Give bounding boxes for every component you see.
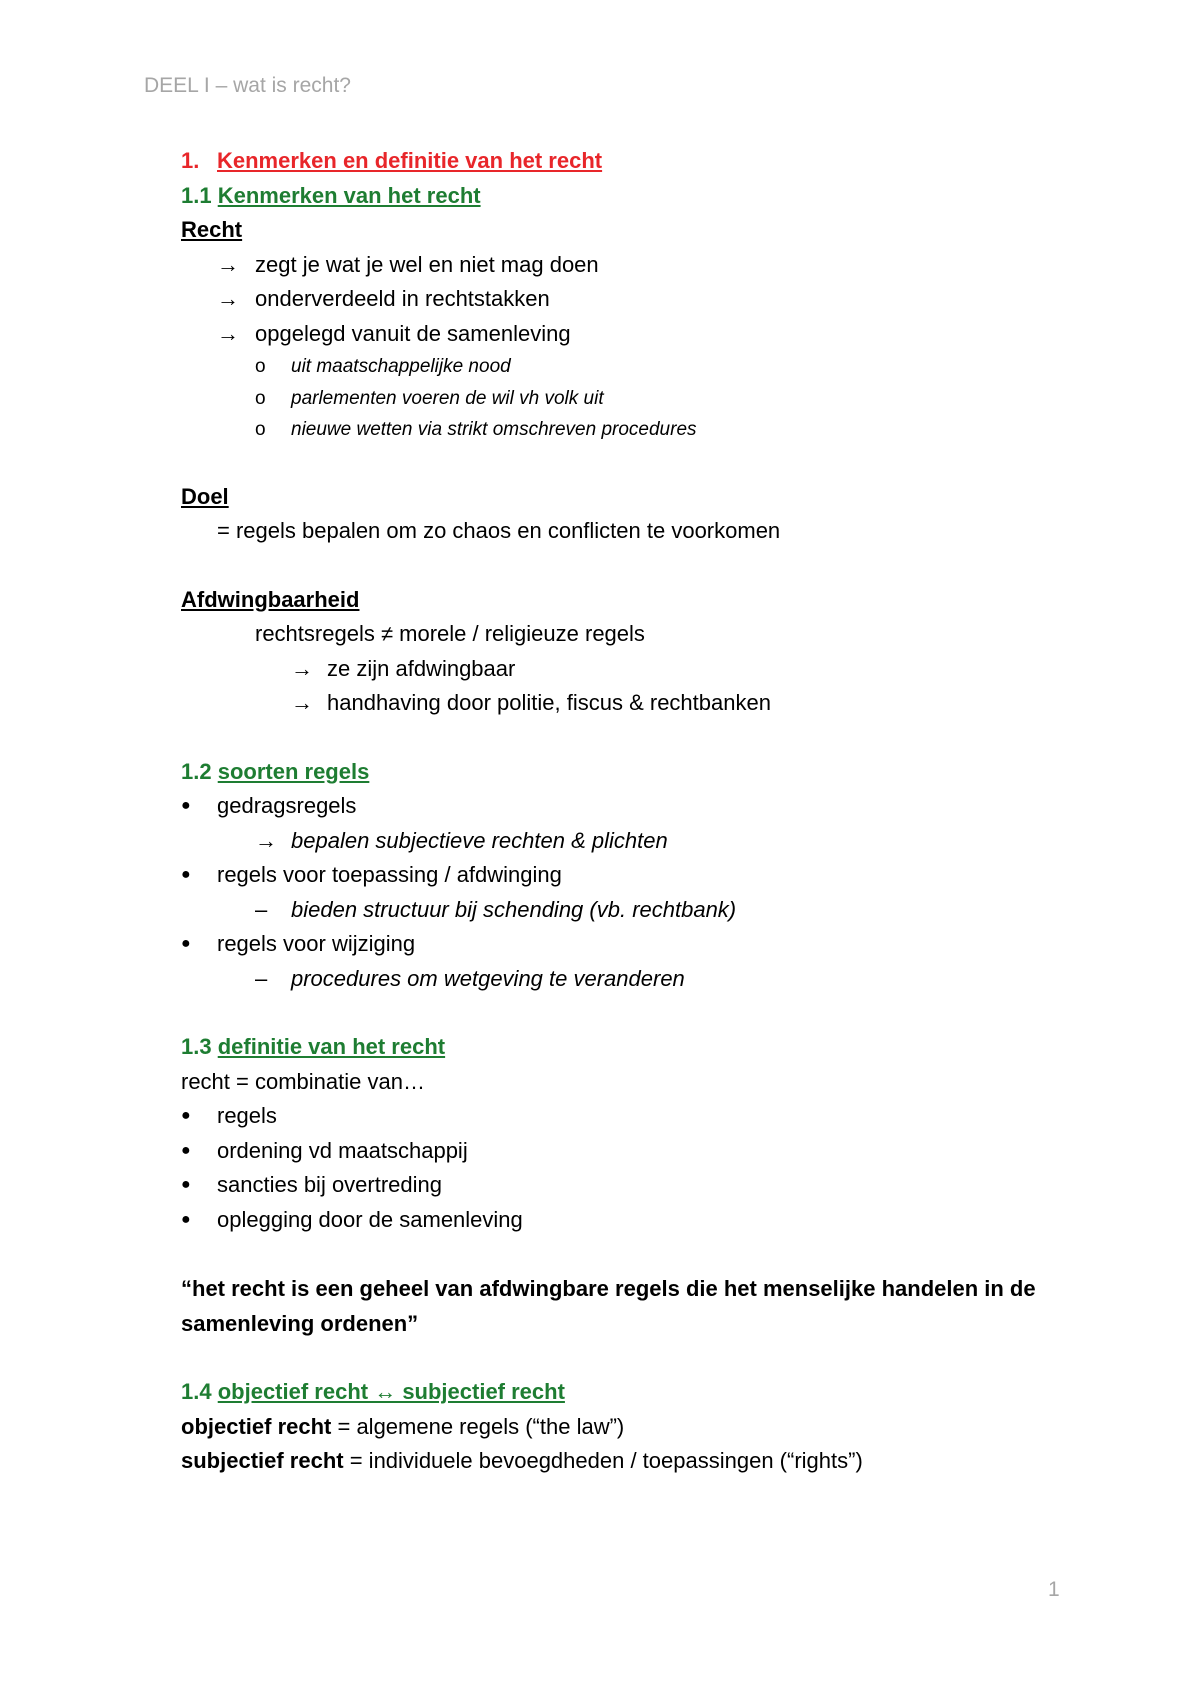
sub-list-item: – bieden structuur bij schending (vb. rechtbank): [181, 893, 1081, 928]
bullet-icon: ●: [181, 1176, 191, 1193]
sub-list-item: o nieuwe wetten via strikt omschreven procedures: [181, 414, 1081, 446]
bullet-icon: ●: [181, 935, 191, 952]
bullet-item: ● ordening vd maatschappij: [181, 1134, 1081, 1169]
bullet-item: ● sancties bij overtreding: [181, 1168, 1081, 1203]
objectief-definition: [181, 1410, 1081, 1445]
subsection-number: 1.4: [181, 1379, 212, 1404]
bullet-icon: ●: [181, 1107, 191, 1124]
subsection-1-2-heading: [181, 755, 1081, 790]
subsection-title: definitie van het recht: [217, 1034, 446, 1059]
circle-bullet-icon: o: [255, 419, 266, 440]
bullet-icon: ●: [181, 866, 191, 883]
arrow-icon: →: [217, 251, 239, 277]
section-1-heading: [181, 144, 1081, 179]
document-body: [181, 144, 1081, 1479]
definition: = algemene regels (“the law”): [331, 1413, 625, 1439]
bullet-icon: ●: [181, 797, 191, 814]
bullet-item: ● regels: [181, 1099, 1081, 1134]
subsection-number: 1.1: [181, 182, 212, 208]
dash-icon: –: [255, 965, 268, 991]
circle-bullet-icon: o: [255, 387, 266, 409]
subsection-title: soorten regels: [217, 758, 370, 784]
subsection-1-1-heading: [181, 179, 1081, 214]
bullet-item: ● regels voor toepassing / afdwinging: [181, 858, 1081, 893]
definition: = individuele bevoegdheden / toepassingen (“rights”): [343, 1448, 863, 1473]
bullet-item: ● regels voor wijziging: [181, 927, 1081, 962]
bullet-icon: ●: [181, 1210, 191, 1228]
list-item: → onderverdeeld in rechtstakken: [181, 282, 1081, 317]
section-number: 1.: [181, 148, 200, 173]
sub-list-item: – procedures om wetgeving te veranderen: [181, 962, 1081, 997]
afdwingbaarheid-heading: Afdwingbaarheid: [181, 586, 360, 612]
arrow-icon: →: [217, 286, 239, 311]
afdwingbaarheid-text: rechtsregels ≠ morele / religieuze regels: [255, 621, 645, 646]
doel-heading: Doel: [181, 483, 229, 509]
subjectief-definition: [181, 1444, 1081, 1479]
subsection-title: Kenmerken van het recht: [217, 182, 481, 208]
list-item: → opgelegd vanuit de samenleving: [181, 317, 1081, 352]
subsection-number: 1.2: [181, 758, 212, 784]
arrow-icon: →: [291, 690, 313, 715]
subsection-title: objectief recht ↔ subjectief recht: [217, 1379, 565, 1404]
definition-intro: recht = combinatie van…: [181, 1068, 425, 1094]
definition-quote: “het recht is een geheel van afdwingbare regels die het menselijke handelen in de samenleving ordenen”: [181, 1276, 1036, 1336]
subsection-number: 1.3: [181, 1034, 212, 1059]
subsection-1-3-heading: [181, 1030, 1081, 1065]
page-header: DEEL I – wat is recht?: [144, 74, 351, 97]
bullet-icon: ●: [181, 1141, 191, 1159]
circle-bullet-icon: o: [255, 356, 266, 377]
bullet-item: ● gedragsregels: [181, 789, 1081, 824]
section-title: Kenmerken en definitie van het recht: [217, 148, 603, 173]
term: objectief recht: [181, 1413, 332, 1439]
sub-list-item: o uit maatschappelijke nood: [181, 351, 1081, 383]
term: subjectief recht: [181, 1448, 344, 1473]
recht-heading: Recht: [181, 217, 243, 242]
bullet-item: ● oplegging door de samenleving: [181, 1203, 1081, 1238]
sub-list-item: → bepalen subjectieve rechten & plichten: [181, 824, 1081, 859]
sub-list-item: o parlementen voeren de wil vh volk uit: [181, 383, 1081, 415]
list-item: → handhaving door politie, fiscus & rechtbanken: [181, 686, 1081, 721]
subsection-1-4-heading: [181, 1375, 1081, 1410]
dash-icon: –: [255, 896, 268, 922]
list-item: → zegt je wat je wel en niet mag doen: [181, 248, 1081, 283]
page-number: 1: [1048, 1578, 1060, 1601]
arrow-icon: →: [291, 655, 313, 681]
doel-text: = regels bepalen om zo chaos en conflicten te voorkomen: [217, 518, 781, 543]
list-item: → ze zijn afdwingbaar: [181, 652, 1081, 687]
arrow-icon: →: [255, 827, 277, 853]
arrow-icon: →: [217, 320, 239, 346]
